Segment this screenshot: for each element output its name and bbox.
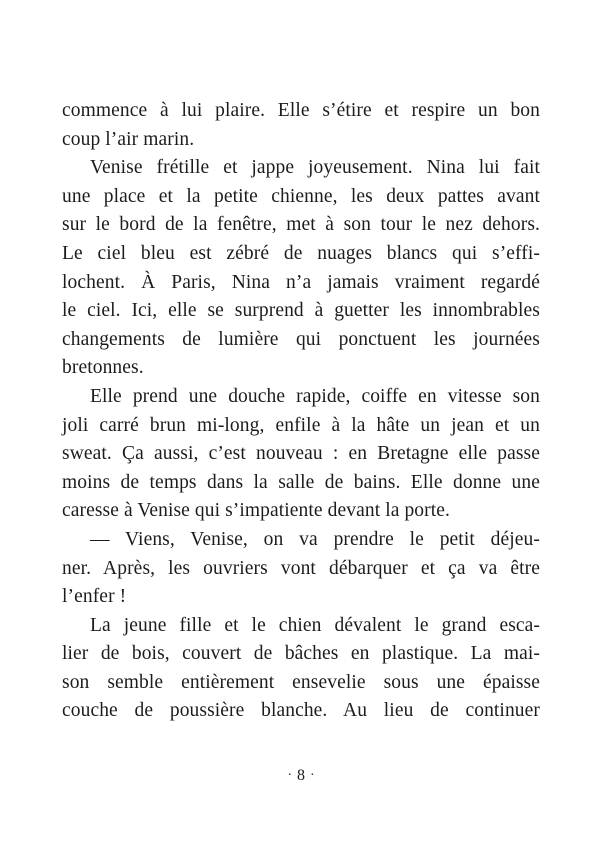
folio-left-dot: ·	[287, 768, 292, 783]
text-line: moins de temps dans la salle de bains. Elle donne une	[62, 471, 540, 493]
page-number	[62, 767, 540, 785]
folio-number: 8	[297, 767, 305, 784]
text-line: joli carré brun mi-long, enfile à la hâte un jean et un	[62, 414, 540, 436]
text-line: La jeune fille et le chien dévalent le grand esca-	[90, 614, 540, 636]
text-line: son semble entièrement ensevelie sous une épaisse	[62, 671, 540, 693]
text-line: lier de bois, couvert de bâches en plastique. La mai-	[62, 643, 540, 665]
text-line: commence à lui plaire. Elle s’étire et respire un bon	[62, 100, 540, 121]
text-line: ner. Après, les ouvriers vont débarquer et ça va être	[62, 557, 540, 579]
text-line: caresse à Venise qui s’impatiente devant la porte.	[62, 500, 451, 522]
text-line: — Viens, Venise, on va prendre le petit déjeu-	[90, 528, 540, 550]
text-line: sweat. Ça aussi, c’est nouveau : en Bretagne elle passe	[62, 443, 540, 465]
text-line: le ciel. Ici, elle se surprend à guetter les innombrables	[62, 300, 540, 322]
text-block	[62, 97, 540, 726]
folio-right-dot: ·	[310, 768, 315, 783]
text-line: Venise frétille et jappe joyeusement. Nina lui fait	[90, 157, 540, 179]
text-line: changements de lumière qui ponctuent les journées	[62, 328, 540, 350]
text-line: sur le bord de la fenêtre, met à son tour le nez dehors.	[62, 214, 540, 236]
text-line: couche de poussière blanche. Au lieu de continuer	[62, 700, 540, 722]
text-line: lochent. À Paris, Nina n’a jamais vraiment regardé	[62, 271, 540, 293]
text-line: l’enfer !	[62, 586, 127, 608]
text-line: coup l’air marin.	[62, 128, 195, 150]
text-line: une place et la petite chienne, les deux pattes avant	[62, 185, 540, 207]
text-line: Elle prend une douche rapide, coiffe en vitesse son	[90, 385, 540, 407]
text-line: Le ciel bleu est zébré de nuages blancs qui s’effi-	[62, 242, 540, 264]
text-line: bretonnes.	[62, 357, 144, 379]
